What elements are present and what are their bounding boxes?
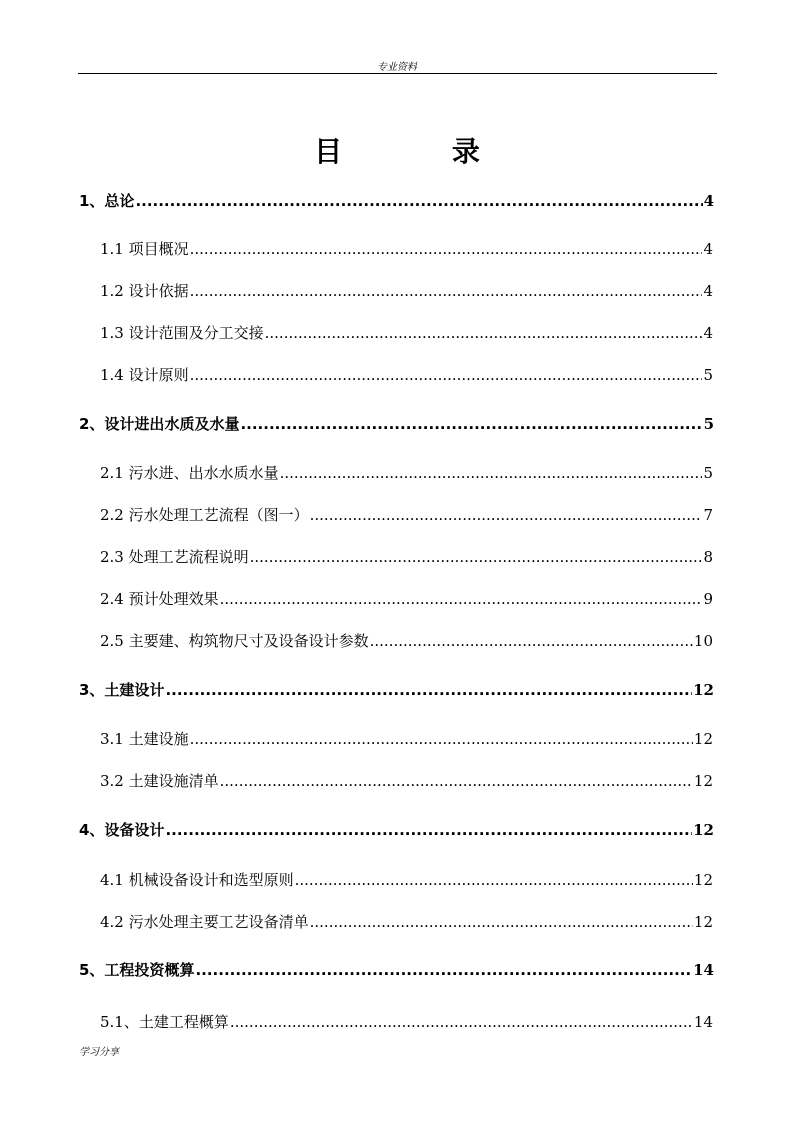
- toc-page-number: 12: [693, 772, 713, 790]
- toc-entry-label: 3.2 土建设施清单: [100, 772, 219, 790]
- toc-chapter-entry[interactable]: [79, 679, 714, 701]
- toc-dot-leader: [230, 1011, 693, 1033]
- toc-dot-leader: [280, 462, 703, 484]
- toc-chapter-entry[interactable]: [79, 819, 714, 841]
- toc-section-entry[interactable]: [100, 322, 713, 344]
- toc-page-number: 12: [693, 913, 713, 931]
- toc-section-entry[interactable]: [100, 364, 713, 386]
- page-header: 专业资料: [377, 62, 417, 73]
- toc-page-number: 5: [703, 415, 714, 433]
- toc-page-number: 7: [703, 506, 713, 524]
- toc-dot-leader: [250, 546, 703, 568]
- toc-entry-label: 2.5 主要建、构筑物尺寸及设备设计参数: [100, 632, 369, 650]
- toc-entry-label: 5.1、土建工程概算: [100, 1013, 229, 1031]
- toc-entry-label: 1.2 设计依据: [100, 282, 189, 300]
- toc-page-number: 4: [703, 282, 713, 300]
- toc-chapter-entry[interactable]: [79, 959, 714, 981]
- toc-page-number: 12: [693, 730, 713, 748]
- toc-chapter-entry[interactable]: [79, 413, 714, 435]
- toc-entry-label: 4.2 污水处理主要工艺设备清单: [100, 913, 309, 931]
- toc-section-entry[interactable]: [100, 238, 713, 260]
- toc-dot-leader: [195, 959, 692, 981]
- toc-dot-leader: [220, 588, 703, 610]
- toc-chapter-entry[interactable]: [79, 190, 714, 212]
- toc-section-entry[interactable]: [100, 911, 713, 933]
- toc-section-entry[interactable]: [100, 462, 713, 484]
- toc-page-number: 4: [703, 324, 713, 342]
- toc-dot-leader: [310, 504, 703, 526]
- toc-page-number: 8: [703, 548, 713, 566]
- toc-entry-label: 5、工程投资概算: [79, 961, 195, 979]
- header-divider: [78, 73, 717, 74]
- toc-entry-label: 4.1 机械设备设计和选型原则: [100, 871, 294, 889]
- toc-section-entry[interactable]: [100, 588, 713, 610]
- toc-dot-leader: [240, 413, 702, 435]
- toc-entry-label: 3、土建设计: [79, 681, 165, 699]
- toc-dot-leader: [190, 280, 703, 302]
- toc-entry-label: 1.1 项目概况: [100, 240, 189, 258]
- toc-dot-leader: [295, 869, 693, 891]
- toc-entry-label: 2.4 预计处理效果: [100, 590, 219, 608]
- toc-entry-label: 2、设计进出水质及水量: [79, 415, 240, 433]
- toc-section-entry[interactable]: [100, 504, 713, 526]
- toc-section-entry[interactable]: [100, 869, 713, 891]
- toc-dot-leader: [265, 322, 703, 344]
- toc-section-entry[interactable]: [100, 630, 713, 652]
- toc-page-number: 5: [703, 464, 713, 482]
- toc-page-number: 14: [693, 1013, 713, 1031]
- toc-page-number: 5: [703, 366, 713, 384]
- toc-dot-leader: [190, 728, 693, 750]
- toc-page-number: 14: [693, 961, 714, 979]
- toc-page-number: 10: [693, 632, 713, 650]
- toc-page-number: 12: [693, 821, 714, 839]
- toc-dot-leader: [135, 190, 702, 212]
- toc-section-entry[interactable]: [100, 1011, 713, 1033]
- toc-page-number: 4: [703, 192, 714, 210]
- toc-dot-leader: [165, 679, 692, 701]
- toc-entry-label: 4、设备设计: [79, 821, 165, 839]
- toc-entry-label: 2.3 处理工艺流程说明: [100, 548, 249, 566]
- toc-section-entry[interactable]: [100, 546, 713, 568]
- toc-entry-label: 3.1 土建设施: [100, 730, 189, 748]
- toc-dot-leader: [220, 770, 693, 792]
- toc-dot-leader: [190, 238, 703, 260]
- toc-dot-leader: [165, 819, 692, 841]
- toc-page-number: 12: [693, 681, 714, 699]
- toc-entry-label: 1.4 设计原则: [100, 366, 189, 384]
- toc-dot-leader: [190, 364, 703, 386]
- toc-section-entry[interactable]: [100, 770, 713, 792]
- toc-entry-label: 2.2 污水处理工艺流程（图一）: [100, 506, 309, 524]
- toc-entry-label: 1、总论: [79, 192, 135, 210]
- toc-page-number: 12: [693, 871, 713, 889]
- toc-section-entry[interactable]: [100, 280, 713, 302]
- toc-page-number: 4: [703, 240, 713, 258]
- page-footer: 学习分享: [79, 1047, 119, 1058]
- toc-dot-leader: [310, 911, 693, 933]
- toc-entry-label: 2.1 污水进、出水水质水量: [100, 464, 279, 482]
- toc-page-number: 9: [703, 590, 713, 608]
- toc-title: 目 录: [314, 135, 530, 168]
- toc-section-entry[interactable]: [100, 728, 713, 750]
- toc-dot-leader: [370, 630, 693, 652]
- toc-entry-label: 1.3 设计范围及分工交接: [100, 324, 264, 342]
